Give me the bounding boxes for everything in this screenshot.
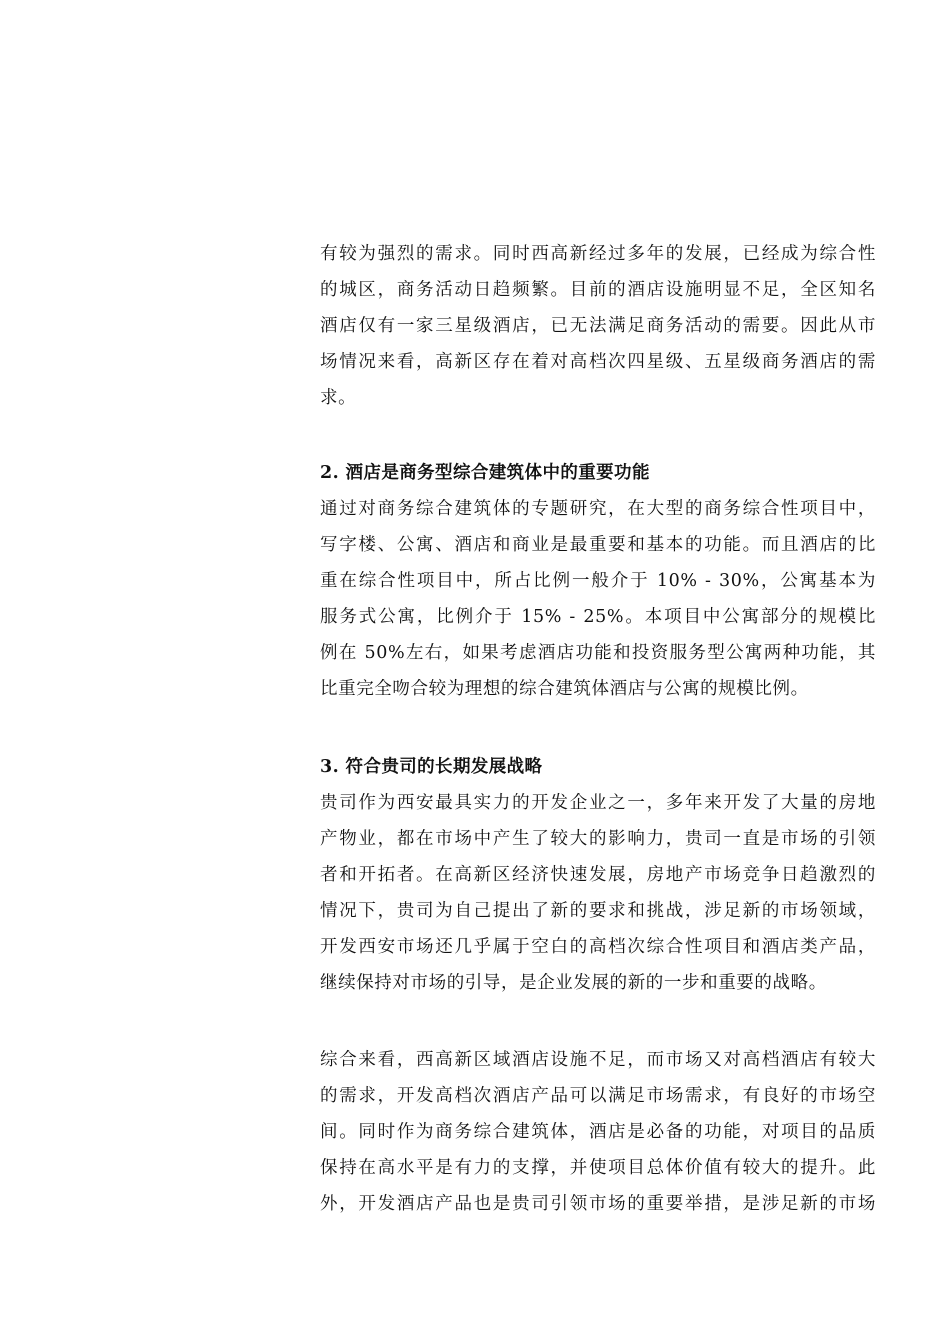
text-line: 通过对商务综合建筑体的专题研究，在大型的商务综合性项目中， xyxy=(320,499,876,519)
text-line: 服务式公寓，比例介于 15% - 25%。本项目中公寓部分的规模比 xyxy=(320,607,876,627)
text-line: 间。同时作为商务综合建筑体，酒店是必备的功能，对项目的品质 xyxy=(320,1122,876,1142)
text-line: 的城区，商务活动日趋频繁。目前的酒店设施明显不足，全区知名 xyxy=(320,280,876,300)
text-line: 比重完全吻合较为理想的综合建筑体酒店与公寓的规模比例。 xyxy=(320,679,809,699)
text-line: 保持在高水平是有力的支撑，并使项目总体价值有较大的提升。此 xyxy=(320,1158,876,1178)
text-line: 贵司作为西安最具实力的开发企业之一，多年来开发了大量的房地 xyxy=(320,793,876,813)
text-line: 重在综合性项目中，所占比例一般介于 10% - 30%，公寓基本为 xyxy=(320,571,876,591)
text-line: 酒店仅有一家三星级酒店，已无法满足商务活动的需要。因此从市 xyxy=(320,316,876,336)
text-line: 开发西安市场还几乎属于空白的高档次综合性项目和酒店类产品， xyxy=(320,937,876,957)
section-heading: 3. 符合贵司的长期发展战略 xyxy=(320,757,543,777)
text-line: 外，开发酒店产品也是贵司引领市场的重要举措，是涉足新的市场 xyxy=(320,1194,876,1214)
text-line: 例在 50%左右，如果考虑酒店功能和投资服务型公寓两种功能，其 xyxy=(320,643,876,663)
text-line: 继续保持对市场的引导，是企业发展的新的一步和重要的战略。 xyxy=(320,973,827,993)
text-line: 情况下，贵司为自己提出了新的要求和挑战，涉足新的市场领域， xyxy=(320,901,876,921)
section-heading: 2. 酒店是商务型综合建筑体中的重要功能 xyxy=(320,463,650,483)
text-line: 综合来看，西高新区域酒店设施不足，而市场又对高档酒店有较大 xyxy=(320,1050,876,1070)
text-line: 场情况来看，高新区存在着对高档次四星级、五星级商务酒店的需 xyxy=(320,352,876,372)
text-line: 求。 xyxy=(320,388,357,408)
text-line: 产物业，都在市场中产生了较大的影响力，贵司一直是市场的引领 xyxy=(320,829,876,849)
text-line: 写字楼、公寓、酒店和商业是最重要和基本的功能。而且酒店的比 xyxy=(320,535,876,555)
text-line: 有较为强烈的需求。同时西高新经过多年的发展，已经成为综合性 xyxy=(320,244,876,264)
text-line: 者和开拓者。在高新区经济快速发展，房地产市场竞争日趋激烈的 xyxy=(320,865,876,885)
text-line: 的需求，开发高档次酒店产品可以满足市场需求，有良好的市场空 xyxy=(320,1086,876,1106)
